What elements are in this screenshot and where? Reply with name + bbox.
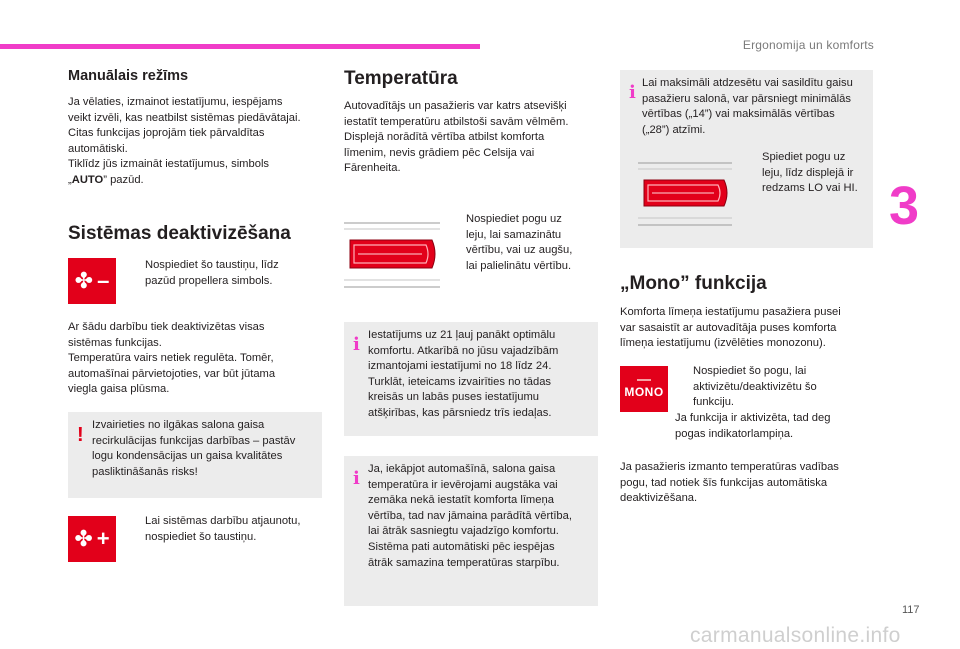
mono-heading: „Mono” funkcija <box>620 273 767 294</box>
temperature-bullet-text: Nospiediet pogu uz leju, lai samazinātu vērtību, vai uz augšu, lai palielinātu vērtību. <box>466 213 573 272</box>
info-icon: i <box>629 82 636 103</box>
info-box-max-values <box>620 70 873 248</box>
info-box-cabin-temperature <box>344 456 598 606</box>
lo-hi-bullet-text: Spiediet pogu uz leju, līdz displejā ir redzams LO vai HI. <box>762 151 858 195</box>
deactivation-heading: Sistēmas deaktivizēšana <box>68 223 291 244</box>
mono-bullet <box>675 364 875 411</box>
warning-box <box>68 412 322 498</box>
restore-bullet-text: Lai sistēmas darbību atjaunotu, nospiediet šo taustiņu. <box>145 515 301 543</box>
temperature-dial-illustration <box>344 216 440 294</box>
fan-minus-button-illustration <box>68 258 116 304</box>
plus-icon: + <box>96 526 110 551</box>
deactivation-text: Ar šādu darbību tiek deaktivizētas visas sistēmas funkcijas. Temperatūra vairs netiek regulēta. Tomēr, automašīnai pārvietojoties, var būt jūtama viegla gaisa plūsma. <box>68 321 276 396</box>
manual-mode-text <box>68 95 330 189</box>
info-box-max-text: Lai maksimāli atdzesētu vai sasildītu gaisu pasažieru salonā, var pārsniegt minimālās vērtības („14”) vai maksimālās vērtības („28”) atzīmi. <box>642 77 853 136</box>
deactivation-bullet-text: Nospiediet šo taustiņu, līdz pazūd propellera simbols. <box>145 259 279 287</box>
temperature-heading: Temperatūra <box>344 68 458 89</box>
watermark: carmanualsonline.info <box>690 624 901 647</box>
temperature-bullet <box>448 212 598 274</box>
info-icon: i <box>353 334 360 355</box>
manual-quote-open: „ <box>68 173 72 186</box>
lo-hi-bullet <box>744 150 870 197</box>
mono-label: MONO <box>624 385 664 399</box>
deactivation-bullet <box>127 258 327 289</box>
restore-bullet <box>127 514 327 545</box>
info-icon: i <box>353 468 360 489</box>
fan-icon: ✤ <box>74 526 93 551</box>
chapter-number: 3 <box>889 176 920 236</box>
info-box-optimal-text: Iestatījums uz 21 ļauj panākt optimālu komfortu. Atkarībā no jūsu vajadzībām izmantojami iestatījumi no 18 līdz 24. Turklāt, ieteicams izvairīties no tādas kreisās un labās puses iestatījumu atšķirības, kas pārsniedz trīs iedaļas. <box>368 329 559 419</box>
mono-indicator-lamp <box>637 379 651 381</box>
manual-mode-heading: Manuālais režīms <box>68 68 189 84</box>
manual-mode-body: Ja vēlaties, izmainot iestatījumu, iespējams veikt izvēli, kas neatbilst sistēmas piedāvātajai. Citas funkcijas joprojām tiek pārvaldītas automātiski. Tiklīdz jūs izmaināt iestatījumus, simbols <box>68 96 301 171</box>
fan-plus-button-illustration <box>68 516 116 562</box>
warning-text: Izvairieties no ilgākas salona gaisa recirkulācijas funkcijas darbības – pastāv logu kondensācijas un gaisa kvalitātes pasliktināšanās risks! <box>92 419 296 478</box>
fan-icon: ✤ <box>74 268 94 293</box>
warning-icon: ! <box>77 424 84 446</box>
mono-bullet-text: Nospiediet šo pogu, lai aktivizētu/deaktivizētu šo funkciju. <box>693 365 817 409</box>
info-box-cabin-text: Ja, iekāpjot automašīnā, salona gaisa temperatūra ir ievērojami augstāka vai zemāka nekā iestatīt komforta līmeņa vērtība, tad nav jāmaina parādītā vērtība, lai ātrāk sasniegtu vajadzīgo komfortu. Sistēma pati automātiski pēc iespējas ātrāk samazina temperatūras starpību. <box>368 463 572 569</box>
header-accent-bar <box>0 44 480 49</box>
chapter-title: Ergonomija un komforts <box>742 38 874 52</box>
mono-indicator-text: Ja funkcija ir aktivizēta, tad deg pogas indikatorlampiņa. <box>675 412 831 440</box>
mono-text: Komforta līmeņa iestatījumu pasažiera pusei var sasaistīt ar autovadītāja puses komforta līmeņa iestatījumu (izvēlēties monozonu). <box>620 306 841 350</box>
info-box-optimal-setting <box>344 322 598 436</box>
auto-symbol: AUTO <box>71 173 104 186</box>
manual-quote-close: ” pazūd. <box>103 173 144 186</box>
temperature-text: Autovadītājs un pasažieris var katrs atsevišķi iestatīt temperatūru atbilstoši savām vēlmēm. Displejā norādītā vērtība atbilst komforta līmenim, nevis grādiem pēc Celsija vai Fārenheita. <box>344 100 569 175</box>
temperature-dial-illustration <box>638 156 732 232</box>
mono-deactivation-text: Ja pasažieris izmanto temperatūras vadības pogu, tad notiek šīs funkcijas automātiska deaktivizēšana. <box>620 461 839 505</box>
page-number: 117 <box>902 604 920 616</box>
minus-icon: – <box>97 268 110 293</box>
mono-button-illustration <box>620 366 668 412</box>
